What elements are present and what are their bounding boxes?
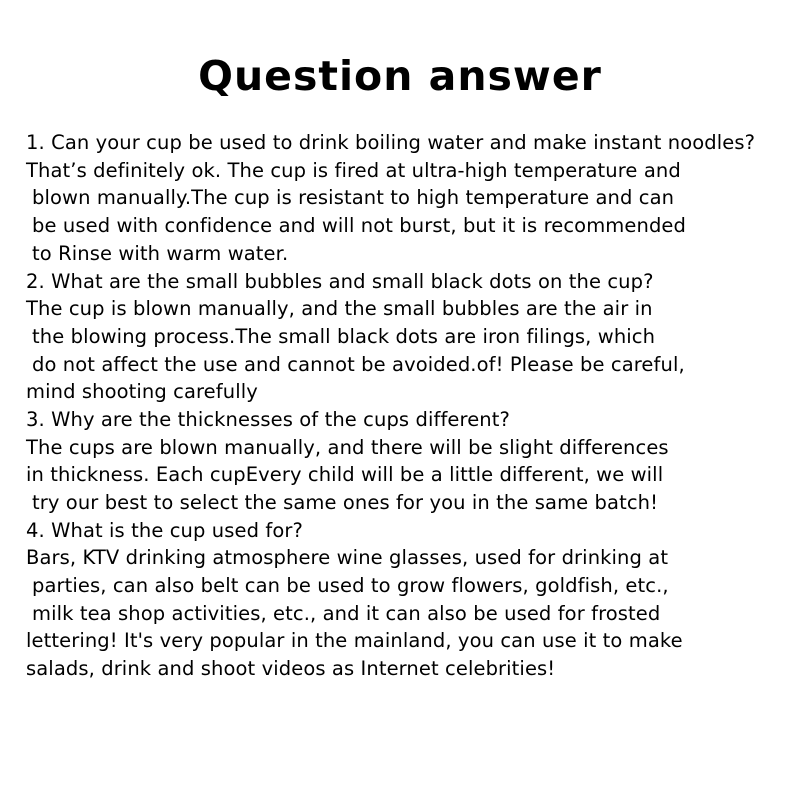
qa-item-4 [26,517,774,683]
answer-text [26,434,774,517]
answer-text [26,157,774,268]
answer-line: in thickness. Each cupEvery child will be a little different, we will [26,463,664,487]
qa-item-3 [26,406,774,517]
answer-line: to Rinse with warm water. [32,241,289,265]
question-text: 2. What are the small bubbles and small black dots on the cup? [26,269,654,293]
answer-line: be used with confidence and will not burst, but it is recommended [32,214,687,238]
answer-line: mind shooting carefully [26,380,258,404]
answer-text [26,544,774,682]
answer-line: Bars, KTV drinking atmosphere wine glasses, used for drinking at [26,546,669,570]
page-title: Question answer [198,52,602,100]
question-text: 3. Why are the thicknesses of the cups different? [26,407,510,431]
answer-line: do not affect the use and cannot be avoided.of! Please be careful, [32,352,685,376]
answer-line: salads, drink and shoot videos as Internet celebrities! [26,657,556,681]
answer-line: the blowing process.The small black dots are iron filings, which [32,324,656,348]
qa-item-1 [26,129,774,267]
answer-text [26,295,774,406]
answer-line: The cup is blown manually, and the small bubbles are the air in [26,297,653,321]
answer-line: The cups are blown manually, and there will be slight differences [26,435,669,459]
answer-line: That’s definitely ok. The cup is fired at ultra-high temperature and [26,158,681,182]
answer-line: blown manually.The cup is resistant to high temperature and can [32,186,675,210]
answer-line: try our best to select the same ones for you in the same batch! [32,491,659,515]
qa-item-2 [26,268,774,406]
answer-line: milk tea shop activities, etc., and it can also be used for frosted [32,601,661,625]
question-text: 4. What is the cup used for? [26,518,303,542]
answer-line: lettering! It's very popular in the mainland, you can use it to make [26,629,683,653]
answer-line: parties, can also belt can be used to grow flowers, goldfish, etc., [32,574,669,598]
question-text: 1. Can your cup be used to drink boiling water and make instant noodles? [26,131,756,155]
